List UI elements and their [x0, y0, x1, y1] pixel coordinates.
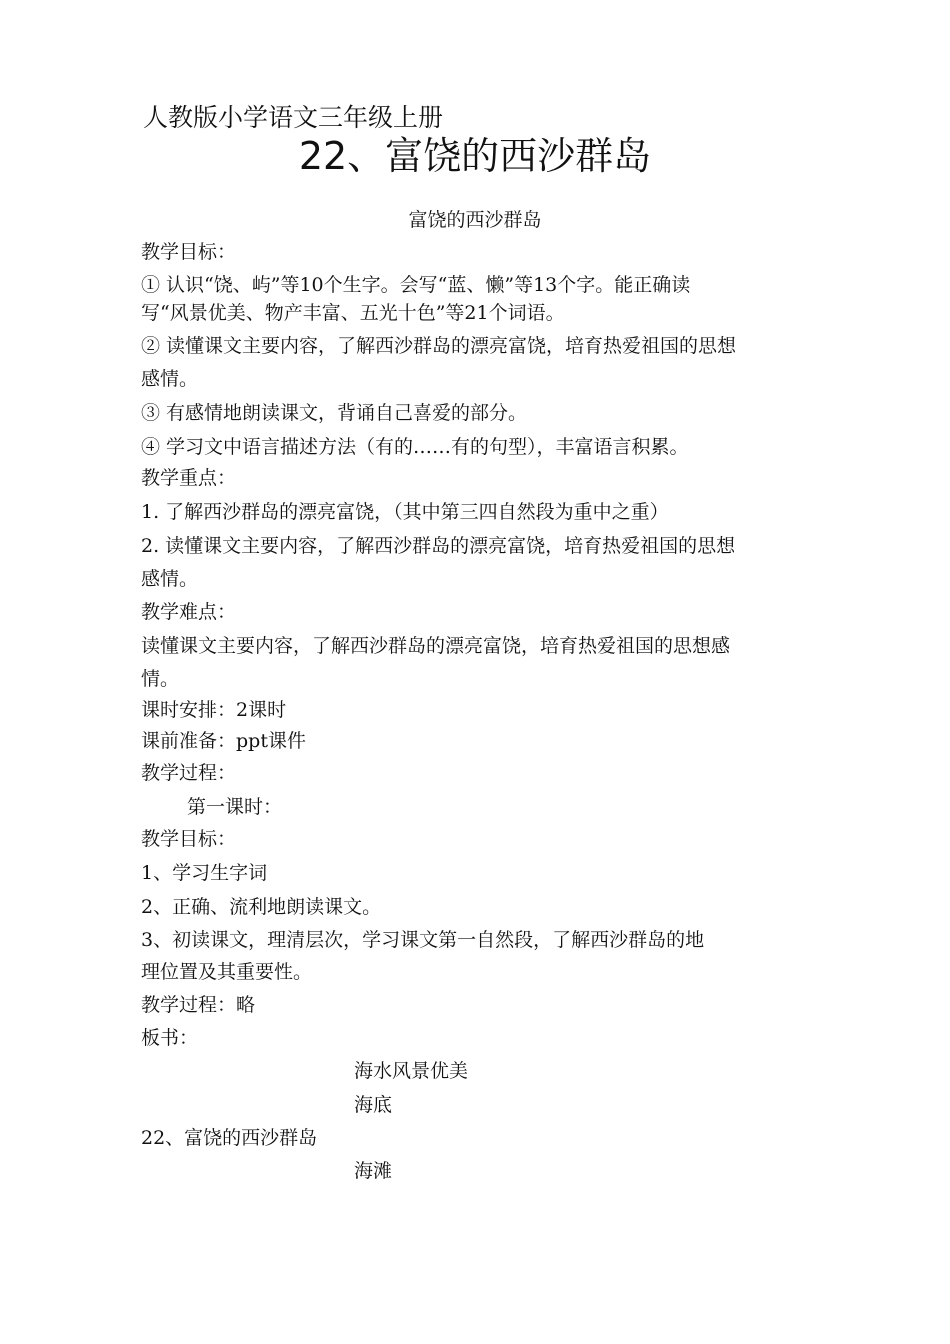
goal-2-line-2: 感情。 — [141, 368, 199, 390]
blackboard-lesson-title: 22、富饶的西沙群岛 — [141, 1127, 318, 1149]
lesson-goal-item-2: 2、正确、流利地朗读课文。 — [141, 896, 382, 918]
goal-1-line-2: 写“风景优美、物产丰富、五光十色”等21个词语。 — [141, 302, 565, 324]
blackboard-heading: 板书： — [141, 1027, 199, 1049]
difficulty-heading: 教学难点： — [141, 601, 237, 623]
goal-3: ③ 有感情地朗读课文，背诵自己喜爱的部分。 — [141, 402, 528, 424]
lesson-goal-item-3-line-2: 理位置及其重要性。 — [141, 961, 313, 983]
key-point-1: 1. 了解西沙群岛的漂亮富饶，（其中第三四自然段为重中之重） — [141, 501, 669, 523]
blackboard-item-seabed: 海底 — [354, 1094, 393, 1116]
first-lesson-heading: 第一课时： — [187, 796, 283, 818]
goal-1-line-1: ① 认识“饶、屿”等10个生字。会写“蓝、懒”等13个字。能正确读 — [141, 274, 691, 296]
teaching-goals-heading: 教学目标： — [141, 241, 237, 263]
goal-4: ④ 学习文中语言描述方法（有的……有的句型），丰富语言积累。 — [141, 436, 689, 458]
teaching-process-heading: 教学过程： — [141, 762, 237, 784]
blackboard-item-beach: 海滩 — [354, 1160, 393, 1182]
lesson-subtitle: 富饶的西沙群岛 — [408, 209, 542, 231]
difficulty-line-1: 读懂课文主要内容，了解西沙群岛的漂亮富饶，培育热爱祖国的思想感 — [141, 635, 731, 657]
key-point-2-line-2: 感情。 — [141, 568, 199, 590]
lesson-title: 22、富饶的西沙群岛 — [298, 134, 652, 178]
teaching-goals-heading-2: 教学目标： — [141, 828, 237, 850]
lesson-goal-item-1: 1、学习生字词 — [141, 862, 268, 884]
blackboard-item-seawater: 海水风景优美 — [354, 1060, 469, 1082]
class-schedule: 课时安排：2课时 — [141, 699, 287, 721]
key-points-heading: 教学重点： — [141, 467, 237, 489]
difficulty-line-2: 情。 — [141, 668, 180, 690]
key-point-2-line-1: 2. 读懂课文主要内容，了解西沙群岛的漂亮富饶，培育热爱祖国的思想 — [141, 535, 736, 557]
lesson-goal-item-3-line-1: 3、初读课文，理清层次，学习课文第一自然段，了解西沙群岛的地 — [141, 929, 705, 951]
teaching-process-brief: 教学过程：略 — [141, 994, 256, 1016]
goal-2-line-1: ② 读懂课文主要内容，了解西沙群岛的漂亮富饶，培育热爱祖国的思想 — [141, 335, 737, 357]
textbook-series-heading: 人教版小学语文三年级上册 — [143, 103, 444, 132]
class-preparation: 课前准备：ppt课件 — [141, 730, 306, 752]
